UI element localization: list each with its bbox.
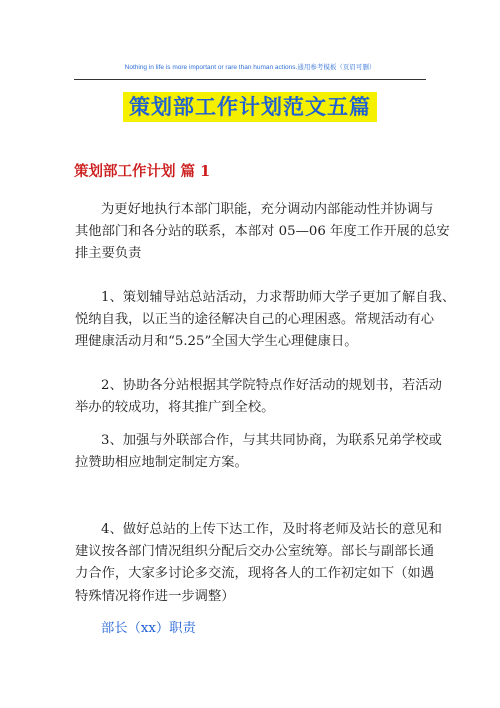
header-note: Nothing in life is more important or rare than human actions.通用参考模板（页眉可删） <box>124 64 376 71</box>
paragraph-line: 为更好地执行本部门职能，充分调动内部能动性并协调与 <box>101 202 434 217</box>
paragraph-line: 4、做好总站的上传下达工作，及时将老师及站长的意见和 <box>101 522 442 537</box>
paragraph-line: 力合作，大家多讨论多交流，现将各人的工作初定如下（如遇 <box>75 566 435 582</box>
title-container <box>0 92 500 122</box>
item-3-paragraph <box>75 430 442 474</box>
intro-paragraph <box>75 199 450 266</box>
section-heading: 策划部工作计划 篇 1 <box>74 163 211 180</box>
item-1-paragraph <box>75 287 456 354</box>
paragraph-line: 1、策划辅导站总站活动，力求帮助师大学子更加了解自我、 <box>101 290 456 305</box>
paragraph-line: 其他部门和各分站的联系，本部对 05—06 年度工作开展的总安 <box>75 224 450 240</box>
item-4-paragraph <box>75 519 442 608</box>
paragraph-line: 理健康活动月和“5.25”全国大学生心理健康日。 <box>75 334 358 350</box>
paragraph-line: 建议按各部门情况组织分配后交办公室统筹。部长与副部长通 <box>75 544 435 560</box>
item-2-paragraph <box>75 375 442 419</box>
paragraph-line: 举办的较成功，将其推广到全校。 <box>75 400 275 416</box>
header-divider <box>74 79 426 80</box>
paragraph-line: 2、协助各分站根据其学院特点作好活动的规划书，若活动 <box>101 378 442 393</box>
paragraph-line: 3、加强与外联部合作，与其共同协商，为联系兄弟学校或 <box>101 433 442 448</box>
document-title: 策划部工作计划范文五篇 <box>123 92 377 122</box>
paragraph-line: 特殊情况将作进一步调整） <box>75 588 235 604</box>
role-subheading: 部长（xx）职责 <box>101 621 196 636</box>
paragraph-line: 拉赞助相应地制定制定方案。 <box>75 455 248 471</box>
paragraph-line: 排主要负责 <box>75 246 142 262</box>
paragraph-line: 悦纳自我，以正当的途径解决自己的心理困惑。常规活动有心 <box>75 312 435 328</box>
